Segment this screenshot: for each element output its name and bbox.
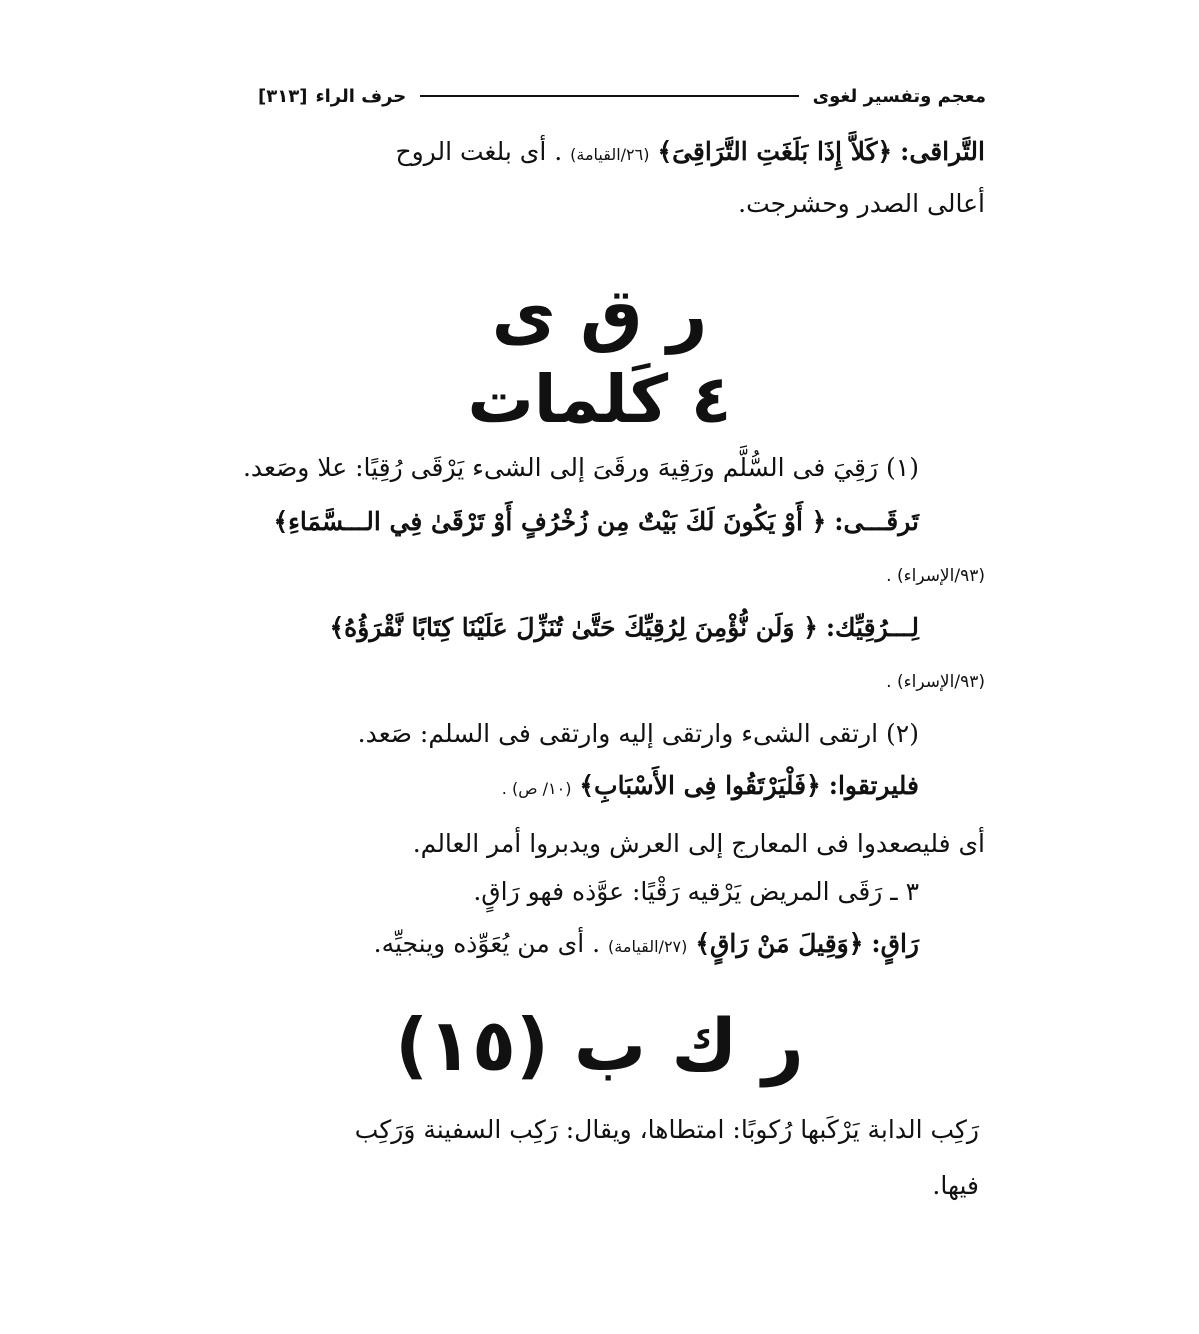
verse-reference: (١٠/ ص) . xyxy=(501,779,572,798)
sense3-definition: ٣ ـ رَقَى المريض يَرْقيه رَقْيًا: عوَّذه فهو رَاقٍ. xyxy=(473,877,919,906)
header-rule xyxy=(420,95,798,97)
root-heading: ر ق ى xyxy=(491,273,708,355)
entry-term: تَرقَـــى: xyxy=(834,507,919,536)
page-number: [٣١٣] xyxy=(258,85,308,107)
quran-verse: ﴿ أَوْ يَكُونَ لَكَ بَيْتٌ مِن زُخْرُفٍ أَوْ تَرْقَىٰ فِي الـــسَّمَاءِ﴾ xyxy=(273,507,827,536)
verse-reference: (٩٣/الإسراء) . xyxy=(886,672,985,692)
verse-reference: (٩٣/الإسراء) . xyxy=(886,566,985,586)
rakiba-line1: رَكِب الدابة يَرْكَبها رُكوبًا: امتطاها، ويقال: رَكِب السفينة وَرَكِب xyxy=(354,1115,979,1144)
entry-text: أعالى الصدر وحشرجت. xyxy=(738,189,985,218)
rakiba-line2: فيها. xyxy=(932,1171,979,1200)
sense1-ruqiyyik-line xyxy=(330,608,919,648)
section-title: حرف الراء xyxy=(315,85,407,107)
quran-verse: ﴿فَلْيَرْتَقُوا فِى الأَسْبَابِ﴾ xyxy=(579,771,821,800)
entry-term: رَاقٍ: xyxy=(871,929,919,958)
entry-text: . أى من يُعَوِّذه وينجيِّه. xyxy=(373,929,601,958)
sense2-explanation: أى فليصعدوا فى المعارج إلى العرش ويدبروا أمر العالم. xyxy=(412,829,985,858)
sense3-verse-line xyxy=(374,924,919,967)
entry-taraqi-line1 xyxy=(395,132,985,175)
entry-text: . أى بلغت الروح xyxy=(395,137,563,166)
verse-reference: (٢٧/القيامة) xyxy=(608,937,688,956)
entry-term: التَّراقى: xyxy=(900,137,985,166)
word-count-heading: ٤ كَلمات xyxy=(467,361,732,438)
entry-taraqi-line2 xyxy=(738,184,985,224)
sense2-verse-line xyxy=(502,766,919,809)
running-header xyxy=(258,80,986,112)
entry-term: فليرتقوا: xyxy=(828,771,919,800)
root-heading: ر ك ب (١٥) xyxy=(395,1003,804,1087)
book-title: معجم وتفسير لغوى xyxy=(812,85,986,107)
verse-reference: (٢٦/القيامة) xyxy=(570,145,650,164)
sense1-tarqa-line xyxy=(274,502,920,542)
sense1-definition: (١) رَقِيَ فى السُّلَّم ورَقِيهَ ورقَىَ إلى الشىء يَرْقَى رُقِيًا: علا وصَعد. xyxy=(242,453,919,482)
quran-verse: ﴿كَلاَّ إِذَا بَلَغَتِ التَّرَاقِىَ﴾ xyxy=(657,137,893,166)
quran-verse: ﴿وَقِيلَ مَنْ رَاقٍ﴾ xyxy=(695,929,864,958)
entry-term: لِـــرُقِيِّك: xyxy=(825,613,919,642)
sense2-definition: (٢) ارتقى الشىء وارتقى إليه وارتقى فى السلم: صَعد. xyxy=(357,719,919,748)
quran-verse: ﴿ وَلَن نُّؤْمِنَ لِرُقِيِّكَ حَتَّىٰ تُنَزِّلَ عَلَيْنَا كِتَابًا نَّقْرَؤُهُ﴾ xyxy=(329,613,818,642)
